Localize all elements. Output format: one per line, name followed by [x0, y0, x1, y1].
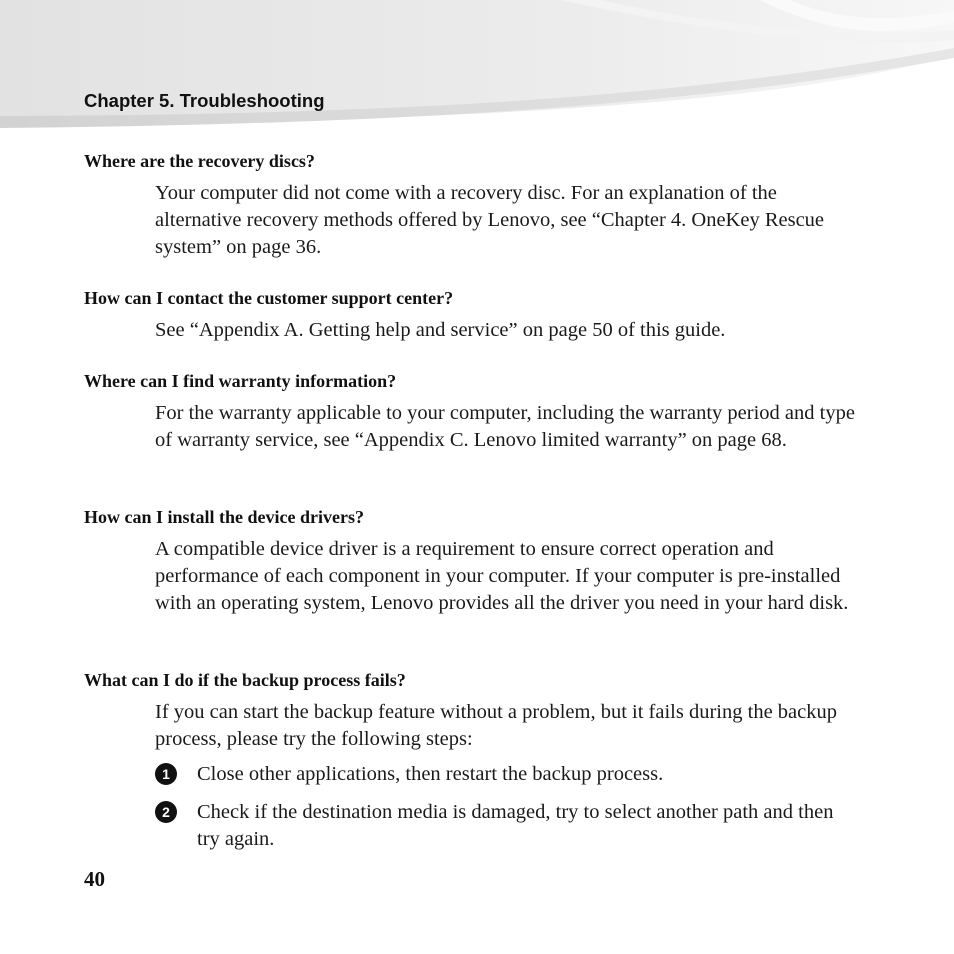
step-number-badge: 2: [155, 801, 177, 823]
faq-answer-backup-fails: If you can start the backup feature without a problem, but it fails during the backup process, please try the following steps:: [155, 701, 837, 750]
faq-question-warranty: Where can I find warranty information?: [84, 371, 397, 391]
faq-question-backup-fails: What can I do if the backup process fails?: [84, 670, 406, 690]
faq-answer-warranty: For the warranty applicable to your computer, including the warranty period and type of warranty service, see “Appendix C. Lenovo limited warranty” on page 68.: [155, 402, 855, 451]
faq-question-customer-support: How can I contact the customer support center?: [84, 288, 454, 308]
faq-answer-recovery-discs: Your computer did not come with a recovery disc. For an explanation of the alternative recovery methods offered by Lenovo, see “Chapter 4. OneKey Rescue system” on page 36.: [155, 182, 825, 258]
chapter-title: Chapter 5. Troubleshooting: [84, 90, 325, 111]
faq-question-recovery-discs: Where are the recovery discs?: [84, 151, 315, 171]
step-text: Close other applications, then restart the backup process.: [197, 763, 664, 785]
page-number: 40: [84, 867, 105, 891]
header-swoosh-graphic: [0, 0, 954, 135]
faq-answer-customer-support: See “Appendix A. Getting help and service” on page 50 of this guide.: [155, 319, 726, 341]
faq-answer-device-drivers: A compatible device driver is a requirement to ensure correct operation and performance of each component in your computer. If your computer is pre-installed with an operating system, Lenovo provides all the driver you need in your hard disk.: [155, 538, 849, 614]
step-number-badge: 1: [155, 763, 177, 785]
faq-question-device-drivers: How can I install the device drivers?: [84, 507, 364, 527]
step-text: Check if the destination media is damaged, try to select another path and then try again.: [197, 801, 834, 850]
